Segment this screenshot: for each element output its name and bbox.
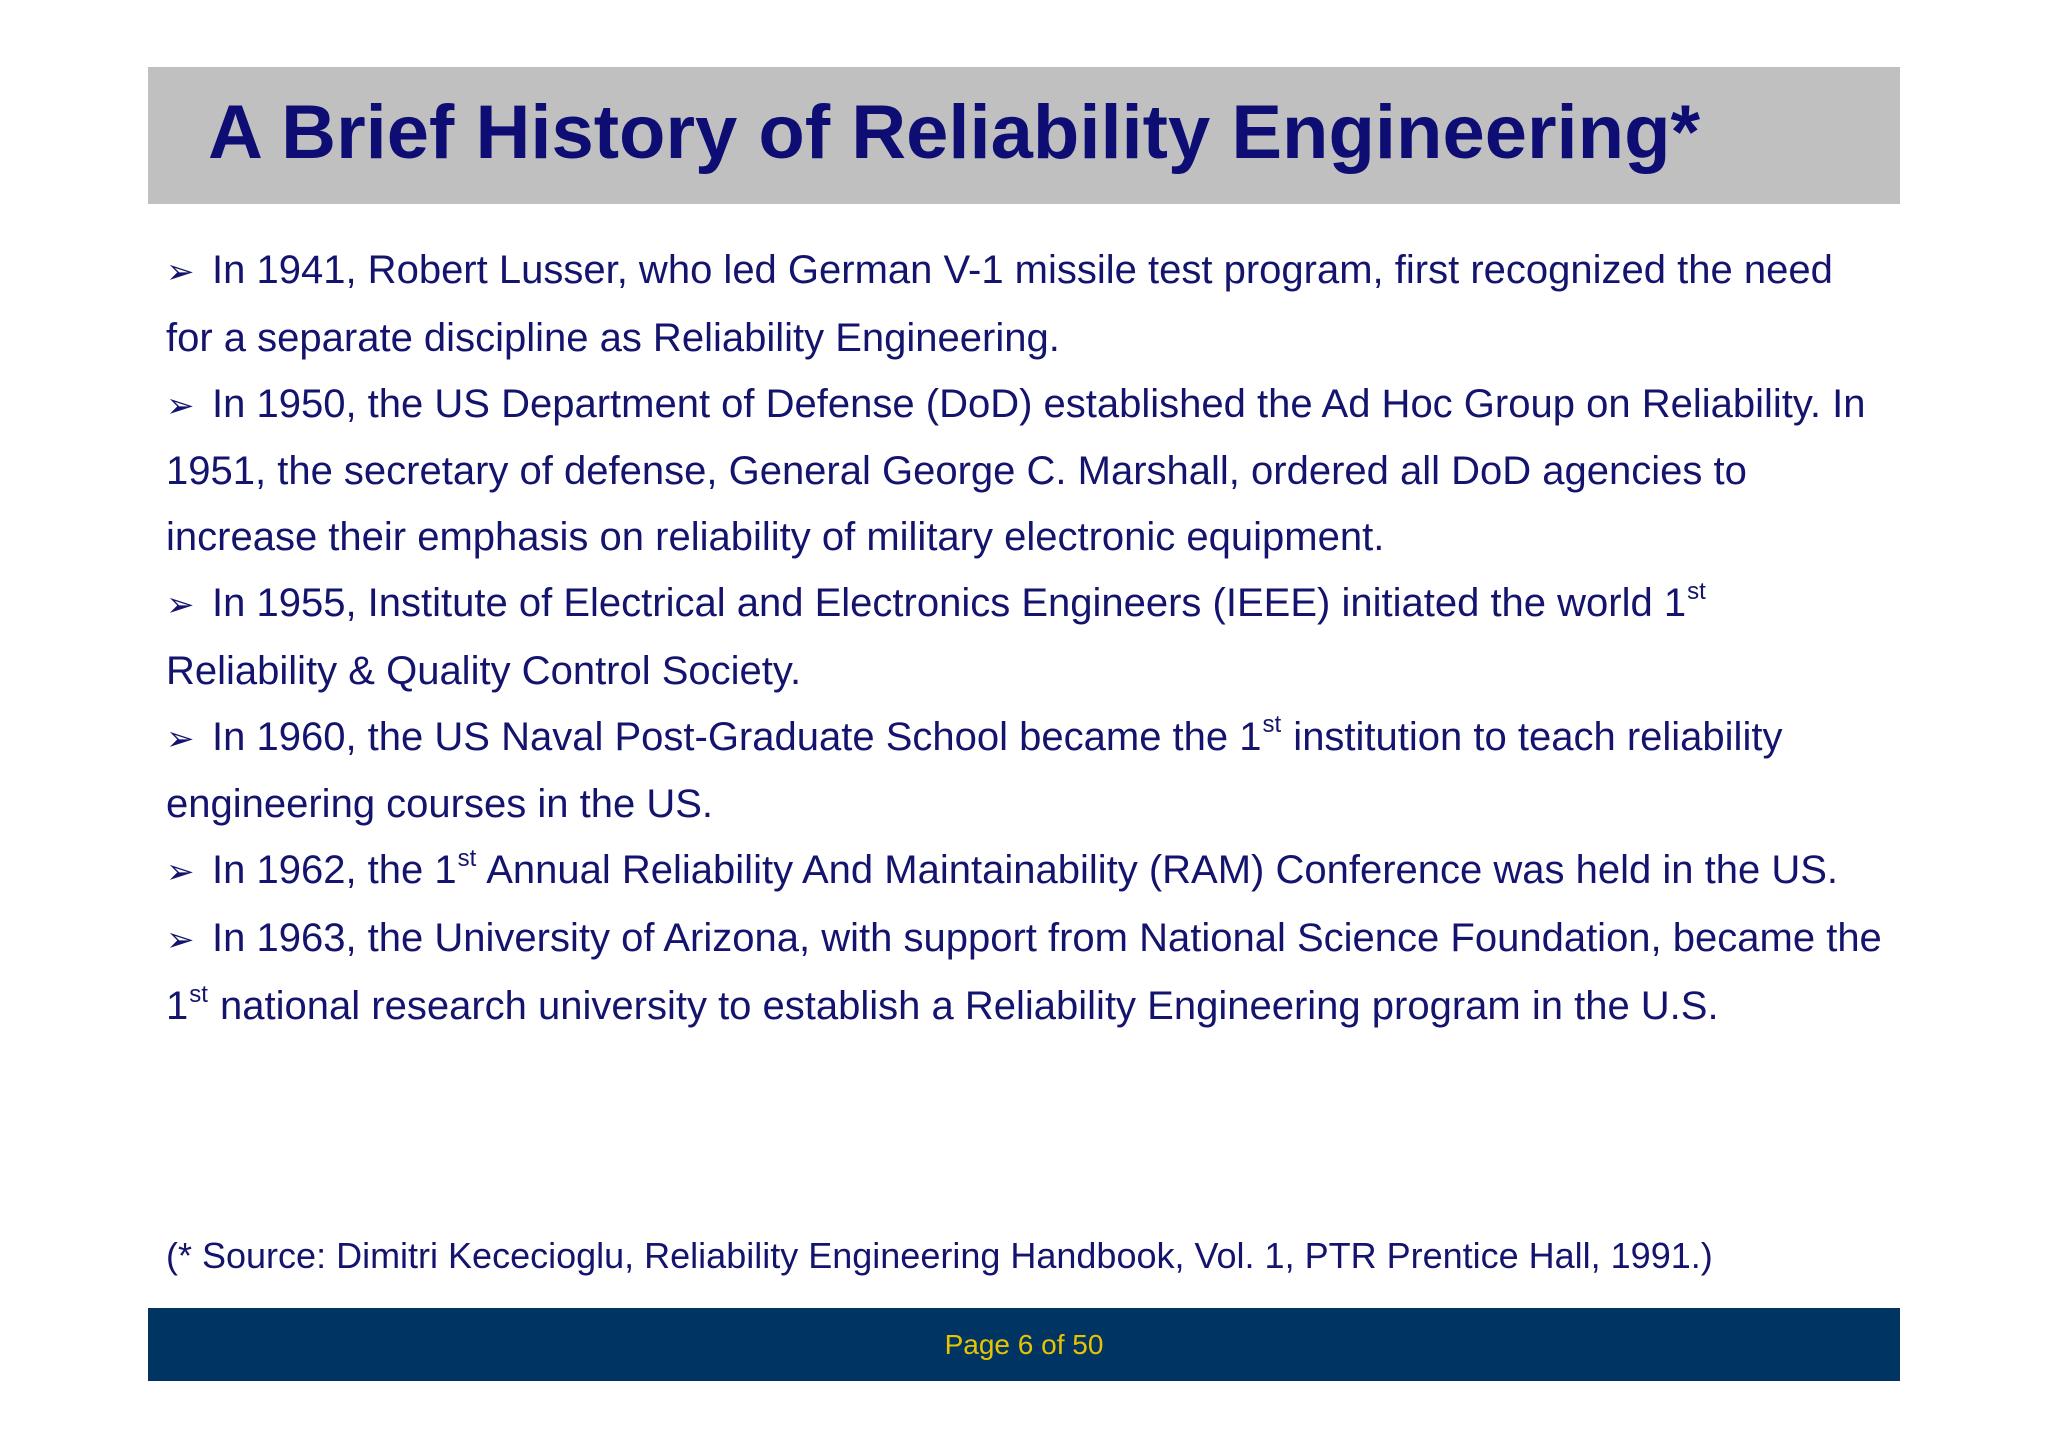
- bullet-item-1955: [166, 571, 1886, 705]
- bullet-text: In 1962, the 1: [212, 848, 457, 893]
- ordinal-suffix: st: [457, 844, 477, 872]
- bullet-list: [166, 238, 1886, 1040]
- bullet-text: In 1955, Institute of Electrical and Electronics Engineers (IEEE) initiated the world 1: [212, 580, 1687, 625]
- bullet-text: In 1950, the US Department of Defense (DoD) established the Ad Hoc Group on Reliability. In 1951, the secretary of defense, General George C. Marshall, ordered all DoD agencies to increase their emphasis on reliability of military electronic equipment.: [166, 381, 1866, 560]
- arrow-bullet-icon: ➢: [166, 718, 195, 759]
- bullet-item-1960: [166, 705, 1886, 839]
- bullet-text-continued: Annual Reliability And Maintainability (RAM) Conference was held in the US.: [477, 848, 1839, 893]
- bullet-text-continued: Reliability & Quality Control Society.: [166, 648, 802, 693]
- arrow-bullet-icon: ➢: [166, 919, 195, 960]
- slide-title: A Brief History of Reliability Engineering*: [208, 90, 1701, 175]
- footer-bar: [148, 1308, 1900, 1381]
- title-bar: [148, 67, 1900, 204]
- arrow-bullet-icon: ➢: [166, 584, 195, 625]
- bullet-text: In 1941, Robert Lusser, who led German V-1 missile test program, first recognized the need for a separate discipline as Reliability Engineering.: [166, 248, 1833, 360]
- bullet-text: In 1960, the US Naval Post-Graduate School became the 1: [212, 714, 1262, 759]
- arrow-bullet-icon: ➢: [166, 252, 195, 292]
- ordinal-suffix: st: [1687, 577, 1706, 605]
- bullet-text-continued: institution to teach reliability engineering courses in the US.: [166, 714, 1783, 827]
- bullet-item-1941: [166, 238, 1886, 372]
- bullet-text: In 1963, the University of Arizona, with support from National Science Foundation, became the 1: [166, 915, 1882, 1028]
- page-number: Page 6 of 50: [944, 1329, 1104, 1360]
- source-citation: (* Source: Dimitri Kececioglu, Reliability Engineering Handbook, Vol. 1, PTR Prentice Hall, 1991.): [166, 1235, 1713, 1276]
- bullet-item-1962: [166, 838, 1886, 906]
- bullet-text-continued: national research university to establish a Reliability Engineering program in the U.S.: [208, 983, 1719, 1028]
- ordinal-suffix: st: [189, 980, 208, 1008]
- bullet-item-1963: [166, 906, 1886, 1040]
- arrow-bullet-icon: ➢: [166, 852, 195, 893]
- ordinal-suffix: st: [1262, 711, 1282, 739]
- bullet-item-1950: [166, 372, 1886, 571]
- arrow-bullet-icon: ➢: [166, 385, 195, 426]
